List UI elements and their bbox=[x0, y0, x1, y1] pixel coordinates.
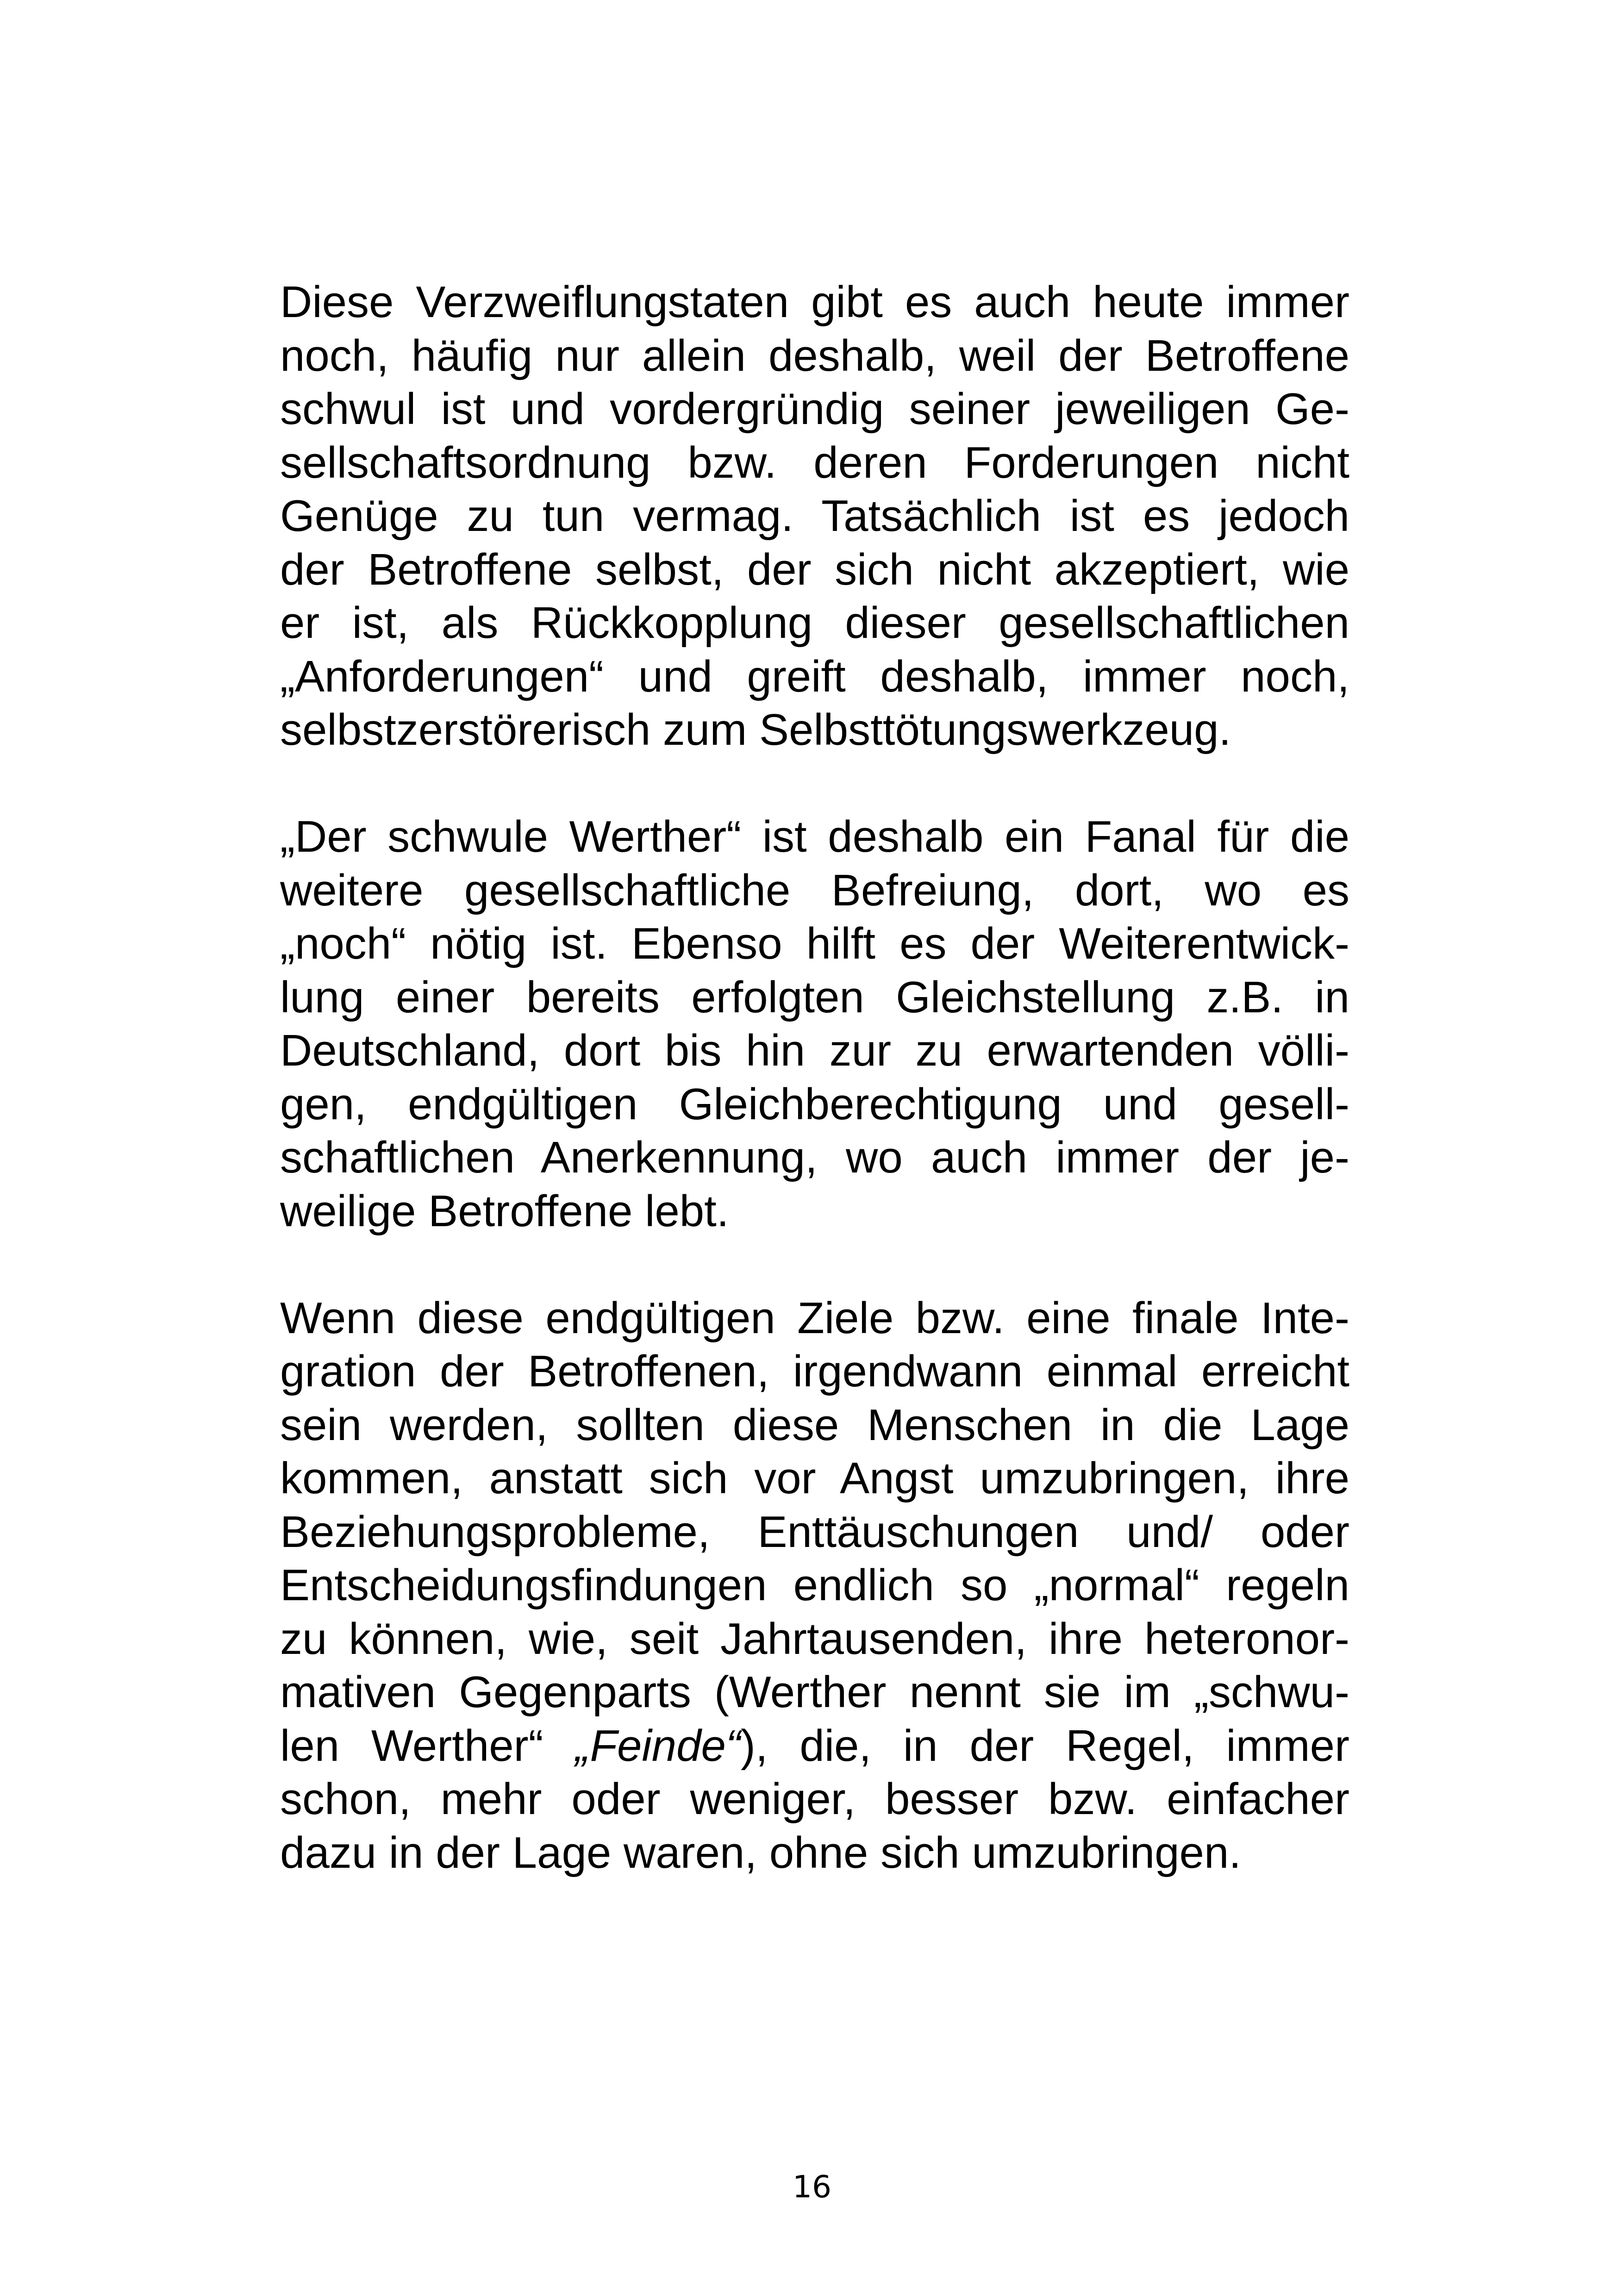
text-line: „noch“ nötig ist. Ebenso hilft es der Weiterentwick- bbox=[280, 919, 1349, 968]
text-line: gration der Betroffenen, irgendwann einmal erreicht bbox=[280, 1347, 1349, 1396]
text-segment: len Werther“ bbox=[280, 1721, 575, 1771]
text-line: noch, häufig nur allein deshalb, weil der Betroffene bbox=[280, 331, 1349, 380]
text-line: sellschaftsordnung bzw. deren Forderungen nicht bbox=[280, 437, 1349, 487]
text-line: kommen, anstatt sich vor Angst umzubringen, ihre bbox=[280, 1453, 1349, 1503]
text-line: gen, endgültigen Gleichberechtigung und gesell- bbox=[280, 1079, 1349, 1129]
text-line: der Betroffene selbst, der sich nicht akzeptiert, wie bbox=[280, 544, 1349, 594]
text-line: Genüge zu tun vermag. Tatsächlich ist es jedoch bbox=[280, 491, 1349, 541]
text-line: mativen Gegenparts (Werther nennt sie im „schwu- bbox=[280, 1667, 1349, 1717]
paragraph-2 bbox=[280, 810, 1349, 1238]
text-line: Beziehungsprobleme, Enttäuschungen und/ oder bbox=[280, 1507, 1349, 1557]
paragraph-spacer bbox=[280, 1238, 1349, 1291]
text-line: weilige Betroffene lebt. bbox=[280, 1186, 729, 1236]
paragraph-1 bbox=[280, 275, 1349, 757]
page-number: 16 bbox=[793, 2169, 831, 2205]
text-line: „Anforderungen“ und greift deshalb, immer noch, bbox=[280, 651, 1349, 701]
italic-quote: „Feinde“ bbox=[575, 1721, 741, 1771]
text-line-with-italic bbox=[280, 1719, 1349, 1773]
text-line: Entscheidungsfindungen endlich so „normal“ regeln bbox=[280, 1560, 1349, 1610]
text-line: schon, mehr oder weniger, besser bzw. einfacher bbox=[280, 1774, 1349, 1824]
text-line: Diese Verzweiflungstaten gibt es auch heute immer bbox=[280, 277, 1349, 327]
text-line: lung einer bereits erfolgten Gleichstellung z.B. in bbox=[280, 972, 1349, 1022]
text-line: selbstzerstörerisch zum Selbsttötungswerkzeug. bbox=[280, 705, 1231, 755]
body-text bbox=[280, 275, 1349, 1879]
paragraph-3 bbox=[280, 1291, 1349, 1880]
text-line: zu können, wie, seit Jahrtausenden, ihre heteronor- bbox=[280, 1614, 1349, 1664]
text-line: Wenn diese endgültigen Ziele bzw. eine finale Inte- bbox=[280, 1293, 1349, 1343]
text-line: dazu in der Lage waren, ohne sich umzubringen. bbox=[280, 1827, 1241, 1877]
text-line: weitere gesellschaftliche Befreiung, dort, wo es bbox=[280, 865, 1349, 915]
text-line: er ist, als Rückkopplung dieser gesellschaftlichen bbox=[280, 598, 1349, 648]
text-line: schaftlichen Anerkennung, wo auch immer der je- bbox=[280, 1133, 1349, 1182]
text-line: „Der schwule Werther“ ist deshalb ein Fanal für die bbox=[280, 812, 1349, 861]
paragraph-spacer bbox=[280, 757, 1349, 811]
text-line: Deutschland, dort bis hin zur zu erwartenden völli- bbox=[280, 1026, 1349, 1075]
text-segment: ), die, in der Regel, immer bbox=[740, 1721, 1350, 1771]
text-line: sein werden, sollten diese Menschen in die Lage bbox=[280, 1400, 1349, 1450]
text-line: schwul ist und vordergründig seiner jeweiligen Ge- bbox=[280, 384, 1349, 434]
